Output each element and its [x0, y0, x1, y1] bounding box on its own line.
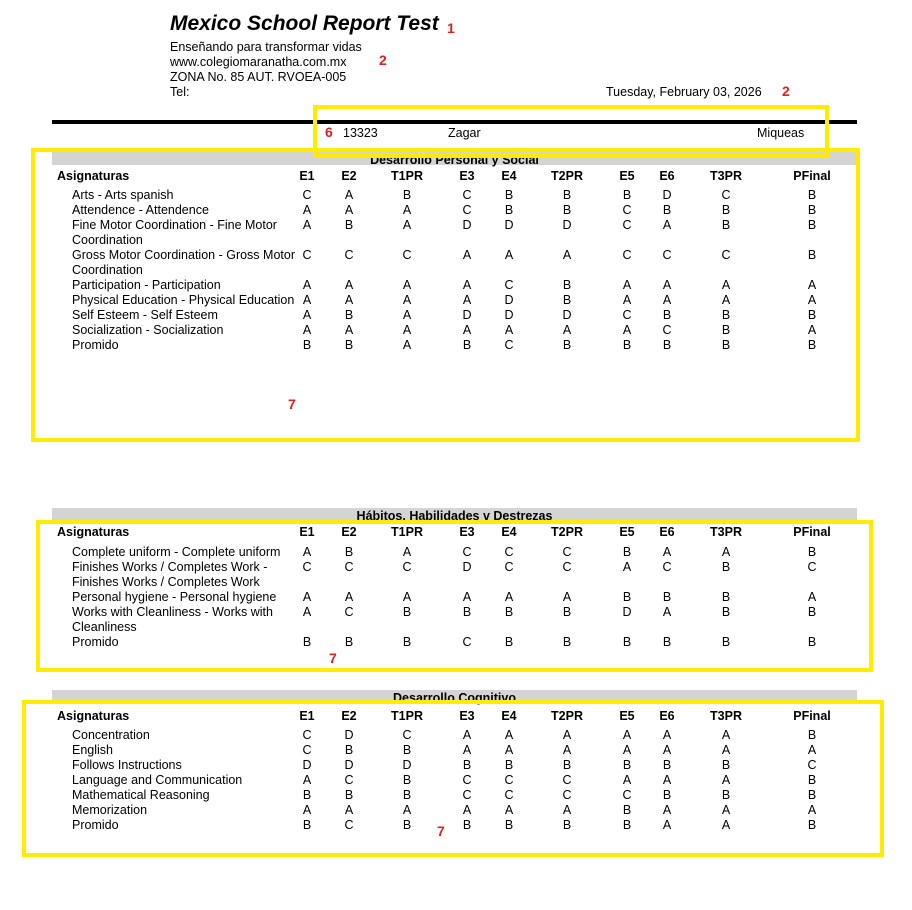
grade-pfinal: B [807, 218, 817, 232]
grade-t1pr: B [402, 605, 412, 619]
subject-name: Mathematical Reasoning [72, 788, 210, 802]
grade-t1pr: A [402, 278, 412, 292]
grade-t2pr: C [562, 545, 572, 559]
column-header-e2: E2 [341, 709, 357, 723]
subject-name: Complete uniform - Complete uniform [72, 545, 281, 559]
grade-t3pr: B [721, 203, 731, 217]
column-header-subject: Asignaturas [57, 169, 130, 183]
grade-e6: B [662, 308, 672, 322]
grade-e6: B [662, 590, 672, 604]
grade-t1pr: D [402, 758, 412, 772]
column-header-subject: Asignaturas [57, 525, 130, 539]
column-header-e6: E6 [659, 169, 675, 183]
grade-e6: A [662, 773, 672, 787]
grade-e1: A [302, 218, 312, 232]
grade-pfinal: B [807, 788, 817, 802]
grade-e2: A [344, 188, 354, 202]
grade-pfinal: B [807, 773, 817, 787]
grade-pfinal: C [807, 560, 817, 574]
grade-t3pr: A [721, 818, 731, 832]
grade-t2pr: C [562, 788, 572, 802]
grade-e5: C [622, 308, 632, 322]
section-title: Desarrollo Personal y Social [370, 153, 539, 167]
grade-t2pr: B [562, 188, 572, 202]
grade-t3pr: B [721, 788, 731, 802]
grade-e6: C [662, 323, 672, 337]
column-header-e1: E1 [299, 525, 315, 539]
grade-e1: A [302, 308, 312, 322]
grade-pfinal: B [807, 308, 817, 322]
grade-e4: C [504, 773, 514, 787]
grade-e3: C [462, 635, 472, 649]
grade-e5: B [622, 545, 632, 559]
grade-e4: B [504, 818, 514, 832]
subject-name: Concentration [72, 728, 150, 742]
subject-name: Works with Cleanliness - Works with Cleanliness [72, 605, 273, 634]
subject-name: Finishes Works / Completes Work - Finishes Works / Completes Work [72, 560, 268, 589]
grade-e3: D [462, 560, 472, 574]
grade-t2pr: A [562, 323, 572, 337]
grade-e1: A [302, 323, 312, 337]
grade-t2pr: C [562, 560, 572, 574]
grade-e3: A [462, 323, 472, 337]
grade-pfinal: B [807, 605, 817, 619]
grade-e2: A [344, 323, 354, 337]
grade-e3: C [462, 188, 472, 202]
grade-pfinal: B [807, 818, 817, 832]
grade-e3: B [462, 338, 472, 352]
student-last-name: Zagar [448, 126, 481, 140]
grade-e3: A [462, 278, 472, 292]
column-header-e3: E3 [459, 525, 475, 539]
grade-t3pr: A [721, 728, 731, 742]
grade-e5: B [622, 338, 632, 352]
grade-t1pr: A [402, 323, 412, 337]
grade-e1: C [302, 188, 312, 202]
grade-e6: C [662, 560, 672, 574]
grade-t2pr: A [562, 743, 572, 757]
grade-t3pr: B [721, 218, 731, 232]
school-website: www.colegiomaranatha.com.mx [170, 55, 347, 69]
column-header-e5: E5 [619, 169, 635, 183]
grade-t2pr: B [562, 758, 572, 772]
grade-t3pr: B [721, 338, 731, 352]
grade-pfinal: B [807, 188, 817, 202]
grade-e3: C [462, 788, 472, 802]
grade-e4: D [504, 218, 514, 232]
subject-name: Gross Motor Coordination - Gross Motor Coordination [72, 248, 295, 277]
grade-e3: A [462, 248, 472, 262]
annotation-marker-2a: 2 [379, 52, 387, 68]
grade-t2pr: A [562, 248, 572, 262]
column-header-e3: E3 [459, 709, 475, 723]
grade-t3pr: A [721, 293, 731, 307]
telephone-label: Tel: [170, 85, 190, 99]
grade-e2: D [344, 758, 354, 772]
grade-e3: D [462, 308, 472, 322]
student-id: 13323 [343, 126, 378, 140]
grade-e5: A [622, 728, 632, 742]
subject-name: Promido [72, 338, 119, 352]
school-zone: ZONA No. 85 AUT. RVOEA-005 [170, 70, 347, 84]
column-header-pfinal: PFinal [793, 709, 831, 723]
grade-e6: A [662, 218, 672, 232]
grade-t2pr: B [562, 818, 572, 832]
annotation-marker-7c: 7 [437, 823, 445, 839]
grade-pfinal: B [807, 728, 817, 742]
grade-e4: A [504, 248, 514, 262]
subject-name: Memorization [72, 803, 148, 817]
column-header-t3pr: T3PR [710, 709, 742, 723]
grade-e6: B [662, 203, 672, 217]
grade-t1pr: C [402, 560, 412, 574]
grade-t1pr: C [402, 248, 412, 262]
grade-t1pr: B [402, 788, 412, 802]
annotation-marker-6: 6 [325, 124, 333, 140]
grade-e4: C [504, 788, 514, 802]
grade-t1pr: C [402, 728, 412, 742]
grade-e6: D [662, 188, 672, 202]
grade-e6: A [662, 278, 672, 292]
column-header-e4: E4 [501, 169, 517, 183]
grade-t3pr: C [721, 188, 731, 202]
grade-e6: A [662, 605, 672, 619]
grade-e5: C [622, 788, 632, 802]
subject-name: Arts - Arts spanish [72, 188, 174, 202]
subject-name: Physical Education - Physical Education [72, 293, 295, 307]
grade-pfinal: A [807, 323, 817, 337]
grade-e5: A [622, 278, 632, 292]
column-header-e4: E4 [501, 709, 517, 723]
grade-e5: A [622, 560, 632, 574]
grade-pfinal: C [807, 758, 817, 772]
grade-e4: A [504, 590, 514, 604]
student-first-name: Miqueas [757, 126, 805, 140]
highlight-box-section-3 [22, 700, 884, 857]
grade-pfinal: B [807, 338, 817, 352]
grade-e1: A [302, 590, 312, 604]
grade-e6: C [662, 248, 672, 262]
grade-e2: B [344, 308, 354, 322]
grade-e2: C [344, 773, 354, 787]
grade-t2pr: B [562, 338, 572, 352]
grade-e1: B [302, 635, 312, 649]
grade-e1: A [302, 803, 312, 817]
grade-e3: B [462, 758, 472, 772]
grade-e2: C [344, 560, 354, 574]
grade-e3: A [462, 803, 472, 817]
grade-e2: C [344, 248, 354, 262]
grade-e5: B [622, 758, 632, 772]
subject-name: Attendence - Attendence [72, 203, 209, 217]
grade-e4: B [504, 605, 514, 619]
highlight-box-section-1 [31, 148, 860, 442]
grade-e2: B [344, 635, 354, 649]
grade-e6: A [662, 818, 672, 832]
annotation-marker-7a: 7 [288, 396, 296, 412]
grade-e2: A [344, 293, 354, 307]
grade-t3pr: B [721, 635, 731, 649]
grade-e5: C [622, 248, 632, 262]
grade-pfinal: A [807, 743, 817, 757]
grade-t3pr: B [721, 605, 731, 619]
grade-e5: B [622, 635, 632, 649]
annotation-marker-7b: 7 [329, 650, 337, 666]
grade-e2: B [344, 338, 354, 352]
grade-e4: B [504, 635, 514, 649]
grade-e1: A [302, 278, 312, 292]
column-header-e6: E6 [659, 709, 675, 723]
grade-e1: C [302, 743, 312, 757]
subject-name: Follows Instructions [72, 758, 182, 772]
grade-pfinal: B [807, 545, 817, 559]
subject-name: Language and Communication [72, 773, 243, 787]
grade-t3pr: B [721, 590, 731, 604]
grade-t3pr: B [721, 308, 731, 322]
grade-e6: A [662, 545, 672, 559]
grade-e6: B [662, 635, 672, 649]
grade-e4: C [504, 338, 514, 352]
grade-e4: A [504, 323, 514, 337]
subject-name: Socialization - Socialization [72, 323, 224, 337]
column-header-t2pr: T2PR [551, 169, 583, 183]
grade-t1pr: B [402, 188, 412, 202]
grade-e1: B [302, 338, 312, 352]
grade-e1: C [302, 728, 312, 742]
report-title: Mexico School Report Test [170, 12, 439, 35]
grade-t1pr: B [402, 773, 412, 787]
column-header-pfinal: PFinal [793, 525, 831, 539]
column-header-e3: E3 [459, 169, 475, 183]
grade-t1pr: A [402, 308, 412, 322]
grade-pfinal: B [807, 635, 817, 649]
column-header-t1pr: T1PR [391, 169, 423, 183]
grade-e5: B [622, 803, 632, 817]
column-header-t3pr: T3PR [710, 525, 742, 539]
grade-t1pr: A [402, 803, 412, 817]
grade-e3: A [462, 293, 472, 307]
section-title: Desarrollo Cognitivo [393, 691, 516, 705]
grade-e3: A [462, 728, 472, 742]
grade-e6: B [662, 758, 672, 772]
subject-name: English [72, 743, 113, 757]
grade-t3pr: A [721, 545, 731, 559]
grade-e4: C [504, 278, 514, 292]
subject-name: Self Esteem - Self Esteem [72, 308, 218, 322]
grade-e1: A [302, 203, 312, 217]
report-date: Tuesday, February 03, 2026 [606, 85, 762, 99]
grade-e4: A [504, 728, 514, 742]
grade-t3pr: B [721, 758, 731, 772]
grade-t2pr: B [562, 605, 572, 619]
grade-e6: A [662, 728, 672, 742]
grade-t1pr: A [402, 590, 412, 604]
grade-e1: C [302, 248, 312, 262]
grade-e3: B [462, 818, 472, 832]
grade-e4: A [504, 803, 514, 817]
grade-e4: D [504, 293, 514, 307]
grade-t2pr: D [562, 218, 572, 232]
grade-e3: C [462, 773, 472, 787]
grade-t2pr: A [562, 728, 572, 742]
grade-t3pr: A [721, 278, 731, 292]
grade-t3pr: A [721, 803, 731, 817]
grade-e1: D [302, 758, 312, 772]
grade-e2: A [344, 803, 354, 817]
column-header-e1: E1 [299, 169, 315, 183]
grade-e4: D [504, 308, 514, 322]
grade-e4: B [504, 203, 514, 217]
grade-e3: D [462, 218, 472, 232]
highlight-box-section-2 [36, 520, 873, 672]
grade-e6: B [662, 338, 672, 352]
grade-pfinal: A [807, 803, 817, 817]
grade-e6: A [662, 743, 672, 757]
column-header-e5: E5 [619, 709, 635, 723]
column-header-e2: E2 [341, 525, 357, 539]
grade-pfinal: A [807, 278, 817, 292]
grade-t3pr: B [721, 560, 731, 574]
grade-e5: D [622, 605, 632, 619]
grade-e3: B [462, 605, 472, 619]
subject-name: Fine Motor Coordination - Fine Motor Coordination [72, 218, 277, 247]
grade-e1: A [302, 545, 312, 559]
column-header-e1: E1 [299, 709, 315, 723]
grade-e1: B [302, 788, 312, 802]
grade-e2: B [344, 218, 354, 232]
grade-e2: B [344, 743, 354, 757]
grade-e5: B [622, 818, 632, 832]
grade-t1pr: A [402, 293, 412, 307]
grade-e4: C [504, 560, 514, 574]
subject-name: Personal hygiene - Personal hygiene [72, 590, 277, 604]
grade-t1pr: A [402, 545, 412, 559]
grade-t2pr: B [562, 293, 572, 307]
grade-e5: A [622, 293, 632, 307]
grade-e3: C [462, 545, 472, 559]
grade-pfinal: B [807, 248, 817, 262]
grade-e5: A [622, 323, 632, 337]
grade-e2: B [344, 788, 354, 802]
grade-e1: A [302, 773, 312, 787]
grade-t2pr: A [562, 803, 572, 817]
column-header-t1pr: T1PR [391, 709, 423, 723]
grade-t1pr: A [402, 338, 412, 352]
grade-t3pr: A [721, 773, 731, 787]
subject-name: Promido [72, 635, 119, 649]
column-header-t1pr: T1PR [391, 525, 423, 539]
grade-e2: A [344, 278, 354, 292]
grade-e4: B [504, 758, 514, 772]
column-header-t2pr: T2PR [551, 709, 583, 723]
column-header-subject: Asignaturas [57, 709, 130, 723]
grade-e2: A [344, 203, 354, 217]
grade-t1pr: B [402, 818, 412, 832]
column-header-pfinal: PFinal [793, 169, 831, 183]
grade-e2: B [344, 545, 354, 559]
subject-name: Promido [72, 818, 119, 832]
grade-e5: A [622, 773, 632, 787]
grade-t2pr: B [562, 278, 572, 292]
grade-t1pr: B [402, 743, 412, 757]
grade-e4: A [504, 743, 514, 757]
column-header-t2pr: T2PR [551, 525, 583, 539]
column-header-e5: E5 [619, 525, 635, 539]
grade-t3pr: A [721, 743, 731, 757]
grade-e2: C [344, 605, 354, 619]
grade-t3pr: C [721, 248, 731, 262]
grade-t2pr: C [562, 773, 572, 787]
annotation-marker-1: 1 [447, 20, 455, 36]
grade-pfinal: A [807, 590, 817, 604]
grade-e6: A [662, 803, 672, 817]
grade-pfinal: A [807, 293, 817, 307]
grade-t2pr: B [562, 203, 572, 217]
grade-e3: C [462, 203, 472, 217]
grade-e2: D [344, 728, 354, 742]
grade-e1: C [302, 560, 312, 574]
grade-e4: C [504, 545, 514, 559]
grade-pfinal: B [807, 203, 817, 217]
school-motto: Enseñando para transformar vidas [170, 40, 362, 54]
grade-e1: A [302, 605, 312, 619]
column-header-t3pr: T3PR [710, 169, 742, 183]
grade-e2: C [344, 818, 354, 832]
grade-t2pr: A [562, 590, 572, 604]
column-header-e2: E2 [341, 169, 357, 183]
column-header-e6: E6 [659, 525, 675, 539]
grade-e5: A [622, 743, 632, 757]
grade-t1pr: A [402, 203, 412, 217]
annotation-marker-2b: 2 [782, 83, 790, 99]
grade-t1pr: B [402, 635, 412, 649]
grade-e6: A [662, 293, 672, 307]
grade-t3pr: B [721, 323, 731, 337]
grade-e5: B [622, 188, 632, 202]
grade-e5: C [622, 203, 632, 217]
column-header-e4: E4 [501, 525, 517, 539]
grade-t2pr: D [562, 308, 572, 322]
grade-e5: B [622, 590, 632, 604]
grade-e1: B [302, 818, 312, 832]
grade-e3: A [462, 590, 472, 604]
grade-e5: C [622, 218, 632, 232]
subject-name: Participation - Participation [72, 278, 221, 292]
grade-e1: A [302, 293, 312, 307]
grade-e4: B [504, 188, 514, 202]
grade-e6: B [662, 788, 672, 802]
grade-e2: A [344, 590, 354, 604]
grade-t2pr: B [562, 635, 572, 649]
grade-t1pr: A [402, 218, 412, 232]
section-title: Hábitos. Habilidades v Destrezas [356, 509, 553, 523]
grade-e3: A [462, 743, 472, 757]
